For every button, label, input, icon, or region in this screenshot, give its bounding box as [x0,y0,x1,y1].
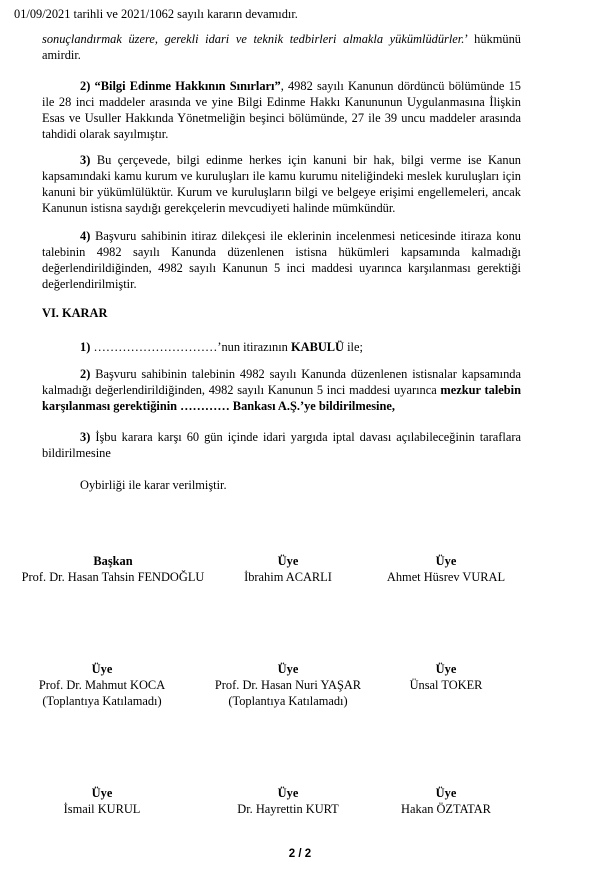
decision-1-post: ile; [344,340,363,354]
signature-title: Başkan [93,554,133,568]
decision-section-title: VI. KARAR [42,306,108,320]
signature-title: Üye [435,786,457,800]
signature-title: Üye [435,554,457,568]
signature-title: Üye [277,786,299,800]
decision-1-bold: KABULÜ [290,340,344,354]
quote-tail-text: ’ hükmünü amirdir. [42,32,521,62]
paragraph-3-number: 3) [80,153,91,167]
signature-name: Dr. Hayrettin KURT [237,802,339,816]
paragraph-2-heading: “Bilgi Edinme Hakkının Sınırları” [94,79,281,93]
decision-2-bold: mezkur talebin karşılanması gerektiğinin ………… Bankası A.Ş.’ye bildirilmesine, [42,383,521,413]
signature-title: Üye [435,662,457,676]
continuation-header: 01/09/2021 tarihli ve 2021/1062 sayılı kararın devamıdır. [14,7,298,21]
paragraph-4-text: Başvuru sahibinin itiraz dilekçesi ile eklerinin incelenmesi neticesinde itiraza konu talebinin 4982 sayılı Kanunda düzenlenen istisna hükümleri kapsamında kalmadığı değerlendirildiğinden, 4982 sayılı Kanunun 5 inci maddesi uyarınca karşılanması gerektiği değerlendirilmiştir. [42,229,521,291]
decision-item-1 [42,339,521,355]
signature-name: Prof. Dr. Hasan Tahsin FENDOĞLU [21,570,205,584]
signature-member-5 [346,661,546,693]
signature-name: Prof. Dr. Hasan Nuri YAŞAR [214,678,362,692]
signature-chairman [13,553,213,585]
signature-name: İsmail KURUL [63,802,141,816]
signature-name: İbrahim ACARLI [244,570,332,584]
decision-1-number: 1) [80,340,91,354]
paragraph-3-text: Bu çerçevede, bilgi edinme herkes için kanuni bir hak, bilgi verme ise Kanun kapsamındaki kamu kurum ve kuruluşları ile kamu kurumu niteliğindeki meslek kuruluşları için kanuni bir yükümlülüktür. Kurum ve kuruluşların bilgi ve belgeye erişimi engellemeleri, ancak Kanunun istisna saydığı gerekçelerin mevcudiyeti halinde mümkündür. [42,153,521,215]
signature-name: Ünsal TOKER [409,678,483,692]
signature-absence-note: (Toplantıya Katılamadı) [42,694,162,708]
signature-name: Prof. Dr. Mahmut KOCA [38,678,166,692]
signature-title: Üye [277,662,299,676]
signature-title: Üye [277,554,299,568]
decision-2-text: Başvuru sahibinin talebinin 4982 sayılı Kanunda düzenlenen istisnalar kapsamında kalmadığı değerlendirildiğinden, 4982 sayılı Kanunun 5 inci maddesi uyarınca [42,367,521,397]
signature-title: Üye [91,786,113,800]
signature-member-8 [346,785,546,817]
decision-2-number: 2) [80,367,91,381]
decision-item-3 [42,429,521,461]
paragraph-4-number: 4) [80,229,91,243]
quote-italic-text: sonuçlandırmak üzere, gerekli idari ve teknik tedbirleri almakla yükümlüdürler. [42,32,465,46]
paragraph-4 [42,228,521,292]
paragraph-2-text: , 4982 sayılı Kanunun dördüncü bölümünde 15 ile 28 inci maddeler arasında ve yine Bilgi Edinme Hakkı Kanununun Uygulanmasına İlişkin Esas ve Usuller Hakkında Yönetmeliğin beşinci bölümünde, 27 ile 39 uncu maddeler arasında tahdidi olarak sayılmıştır. [42,79,521,141]
page-number: 2 / 2 [288,848,312,860]
signature-title: Üye [91,662,113,676]
signature-member-6 [2,785,202,817]
decision-3-text: İşbu karara karşı 60 gün içinde idari yargıda iptal davası açılabileceğinin taraflara bildirilmesine [42,430,521,460]
signature-absence-note: (Toplantıya Katılamadı) [228,694,348,708]
signature-member-2 [346,553,546,585]
decision-item-2 [42,366,521,414]
signature-name: Hakan ÖZTATAR [401,802,491,816]
continuation-paragraph [42,31,521,63]
decision-1-pre: …………………………’nun itirazının [93,340,291,354]
signature-member-3 [2,661,202,709]
unanimous-statement: Oybirliği ile karar verilmiştir. [80,478,227,492]
paragraph-2 [42,78,521,142]
signature-name: Ahmet Hüsrev VURAL [386,570,506,584]
paragraph-2-number: 2) [80,79,91,93]
decision-3-number: 3) [80,430,91,444]
paragraph-3 [42,152,521,216]
